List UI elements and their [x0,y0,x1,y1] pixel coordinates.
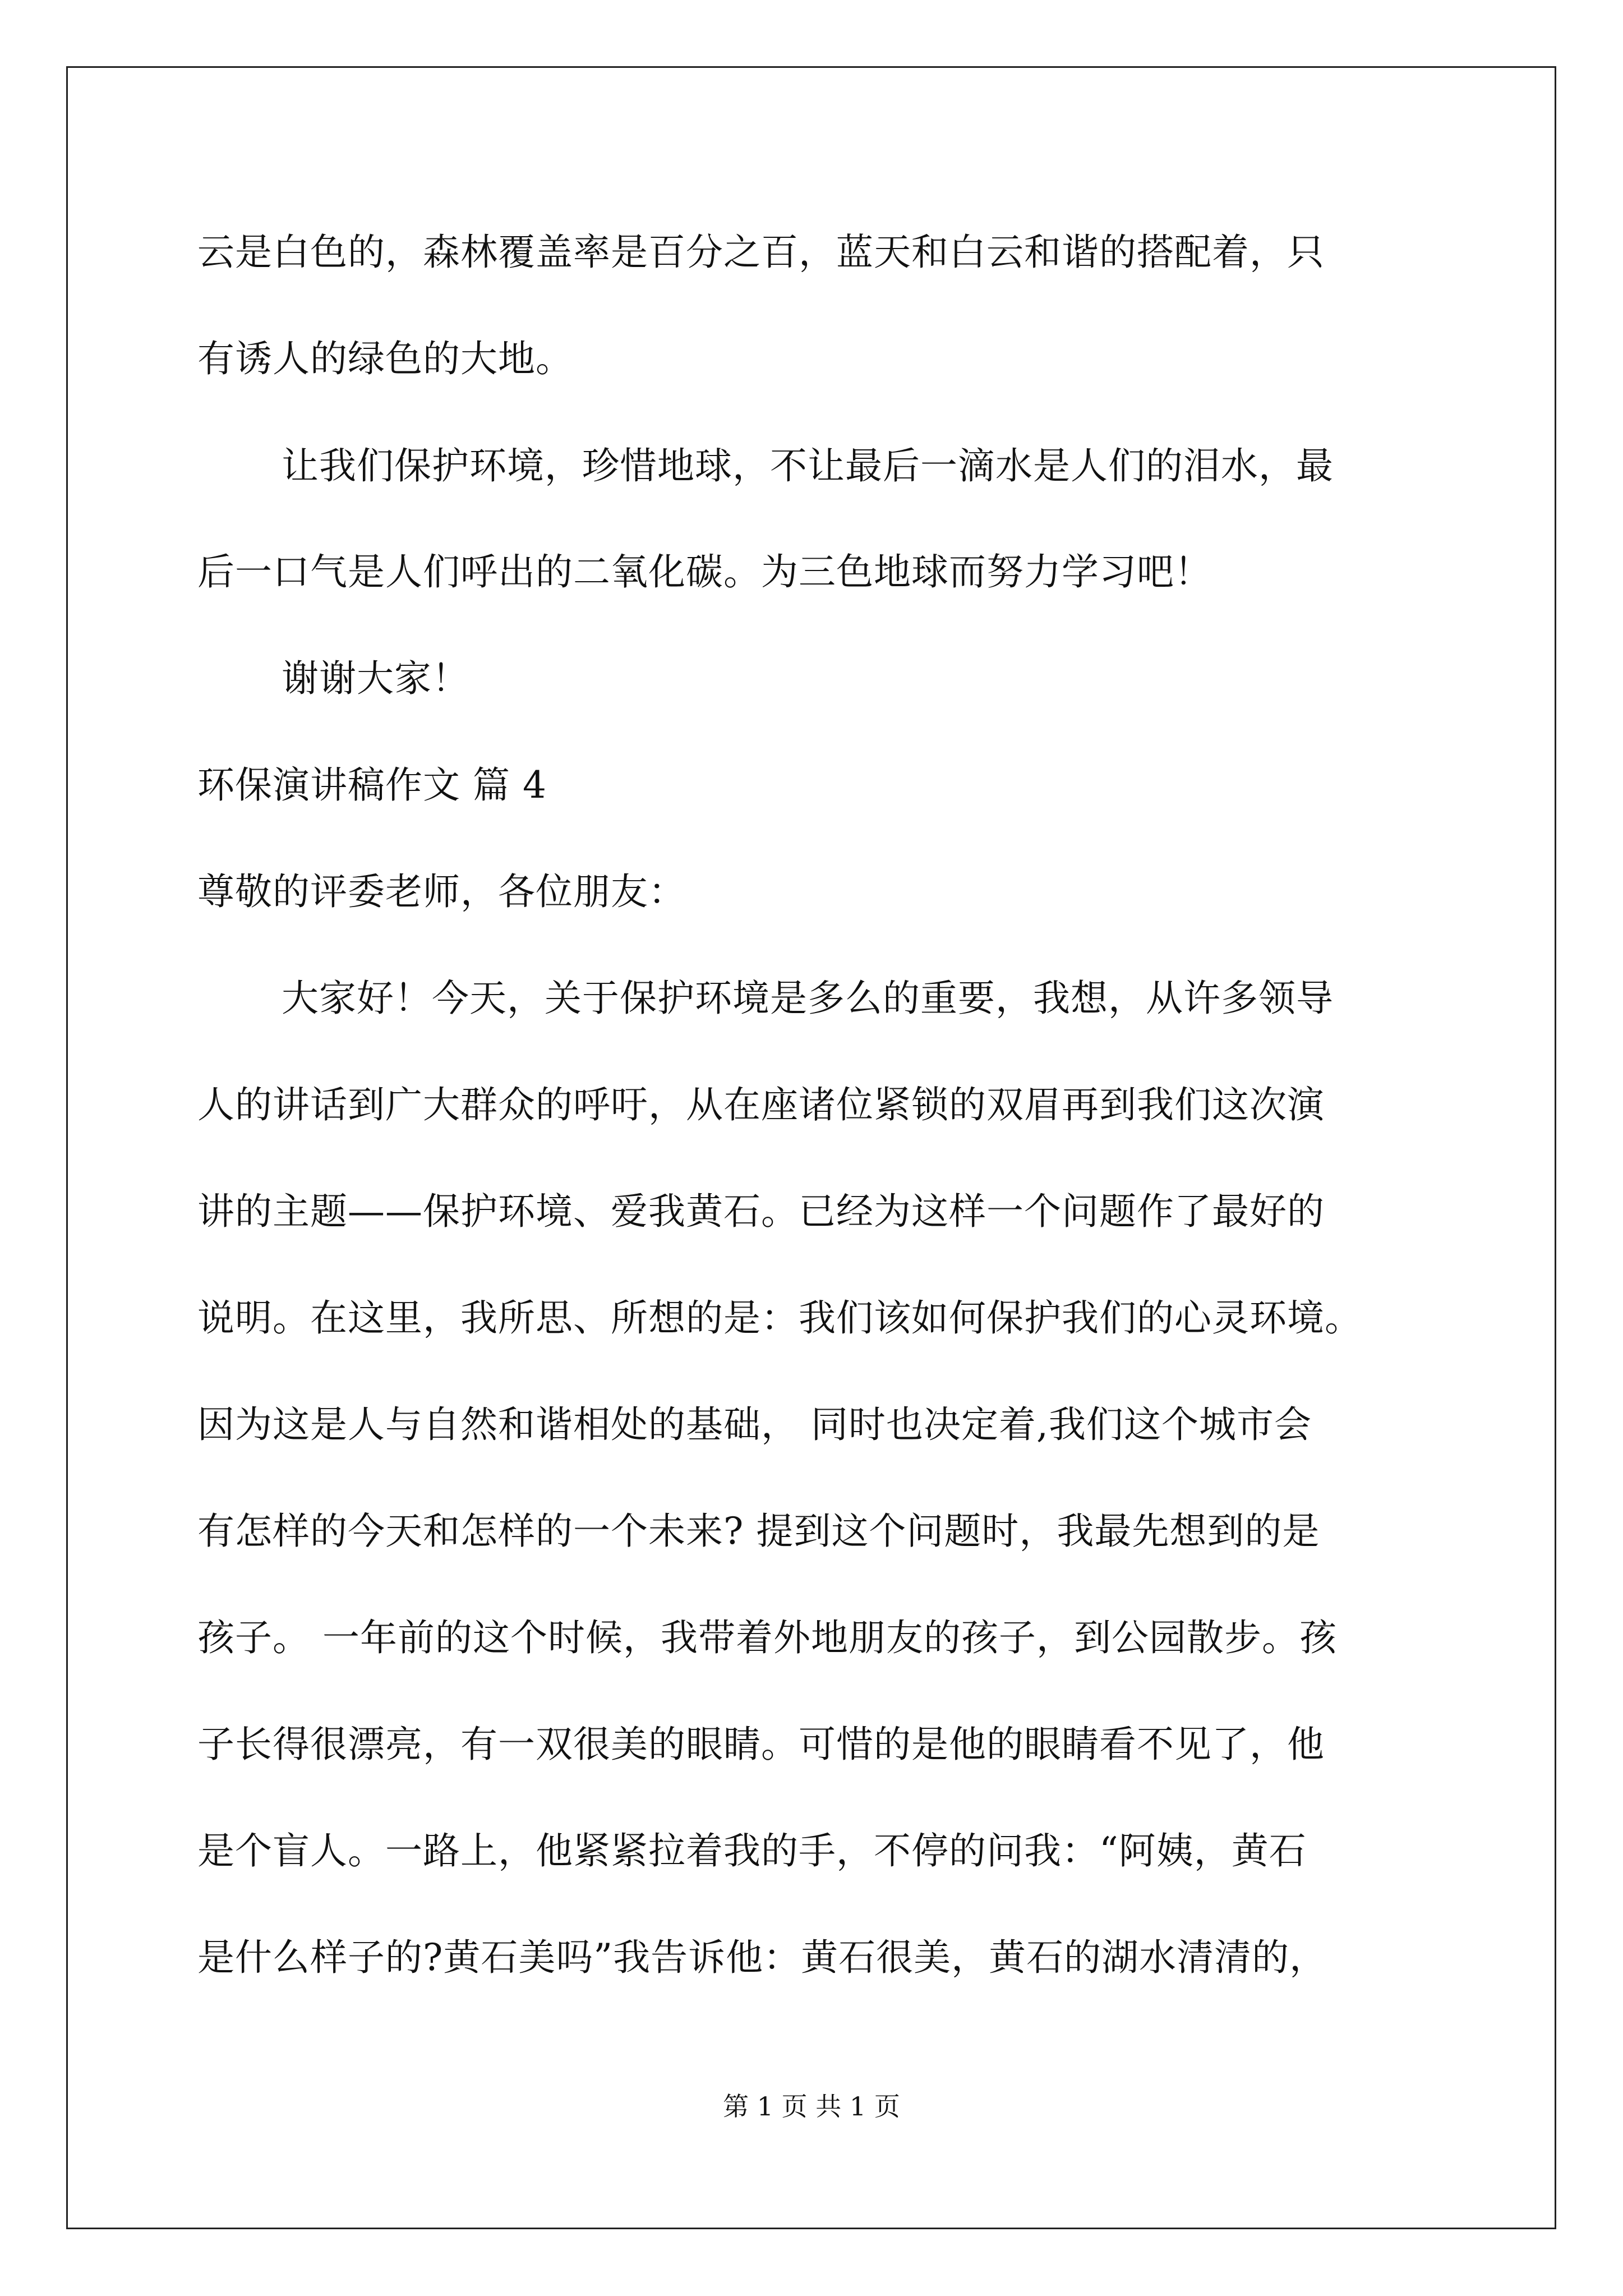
text-line: 有诱人的绿色的大地。 [197,337,573,380]
page-border [66,66,1556,2229]
section-heading: 环保演讲稿作文 篇 4 [197,763,547,807]
text-line: 后一口气是人们呼出的二氧化碳。为三色地球而努力学习吧！ [197,550,1212,593]
text-line: 人的讲话到广大群众的呼吁，从在座诸位紧锁的双眉再到我们这次演 [197,1083,1325,1126]
text-line: 大家好！今天，关于保护环境是多么的重要，我想，从许多领导 [282,977,1334,1020]
text-line: 因为这是人与自然和谐相处的基础， 同时也决定着,我们这个城市会 [197,1403,1312,1446]
text-line: 谢谢大家！ [282,657,469,700]
text-line: 是个盲人。一路上，他紧紧拉着我的手，不停的问我：“阿姨，黄石 [197,1829,1307,1872]
text-line: 有怎样的今天和怎样的一个未来? 提到这个问题时，我最先想到的是 [197,1510,1320,1553]
text-line: 云是白色的，森林覆盖率是百分之百，蓝天和白云和谐的搭配着，只 [197,231,1325,274]
text-line: 孩子。 一年前的这个时候，我带着外地朋友的孩子，到公园散步。孩 [197,1616,1337,1659]
text-line: 说明。在这里，我所思、所想的是：我们该如何保护我们的心灵环境。 [197,1296,1362,1340]
text-line: 讲的主题——保护环境、爱我黄石。已经为这样一个问题作了最好的 [197,1190,1325,1233]
salutation: 尊敬的评委老师，各位朋友： [197,870,686,913]
page-footer: 第 1 页 共 1 页 [723,2091,900,2122]
text-line: 子长得很漂亮，有一双很美的眼睛。可惜的是他的眼睛看不见了，他 [197,1723,1325,1766]
text-line: 是什么样子的?黄石美吗”我告诉他：黄石很美，黄石的湖水清清的， [197,1936,1327,1979]
text-line: 让我们保护环境，珍惜地球，不让最后一滴水是人们的泪水，最 [282,444,1334,487]
